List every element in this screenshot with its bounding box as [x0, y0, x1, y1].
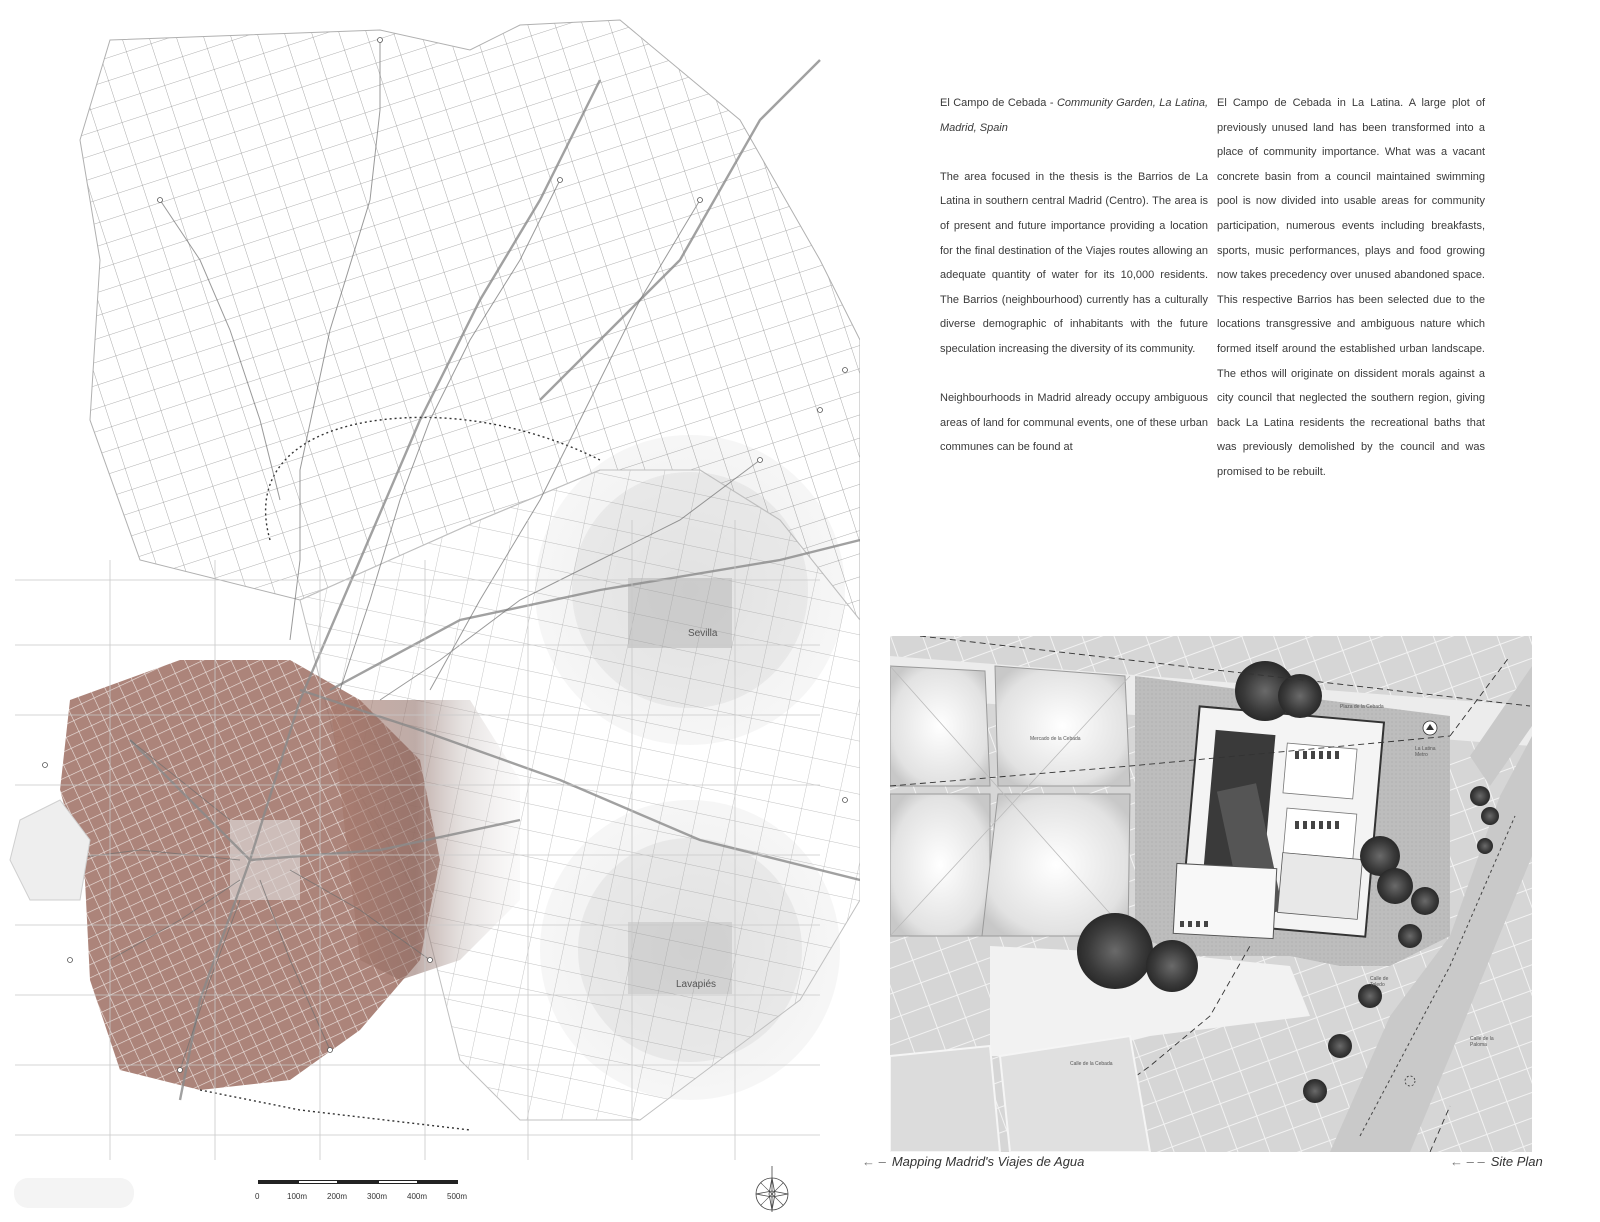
scale-tick: 500m — [447, 1192, 468, 1201]
scale-bar — [255, 1180, 478, 1210]
paragraph-2: Neighbourhoods in Madrid already occupy ambiguous areas of land for communal events, one of these urban communes can be found at — [940, 392, 1208, 454]
scale-tick: 200m — [327, 1192, 348, 1201]
faded-label-box — [14, 1178, 134, 1208]
plan-label-toledo: Calle de Toledo — [1370, 976, 1389, 988]
scale-tick: 400m — [407, 1192, 428, 1201]
site-plan-drawing — [890, 636, 1532, 1152]
scale-tick: 0 — [255, 1192, 260, 1201]
caption-mapping-text: Mapping Madrid's Viajes de Agua — [891, 1154, 1085, 1169]
caption-mapping — [862, 1154, 1084, 1169]
plan-label-plaza: Plaza de la Cebada — [1340, 704, 1384, 710]
map-label-sevilla: Sevilla — [688, 628, 718, 639]
plan-label-calle-cebada: Calle de la Cebada — [1070, 1061, 1113, 1067]
text-title — [940, 91, 1208, 140]
left-arrow-icon: ← – – — [1450, 1154, 1485, 1169]
title-italic: Community Garden, La Latina, Madrid, Spain — [940, 97, 1208, 134]
paragraph-3: El Campo de Cebada in La Latina. A large plot of previously unused land has been transformed into a place of community importance. What was a vacant concrete basin from a council maintained swimming pool is now divided into usable areas for community participation, numerous events including breakfasts, sports, music performances, plays and food growing now takes precedency over unused abandoned space. This respective Barrios has been selected due to the locations transgressive and ambiguous nature which formed itself around the established urban landscape. The ethos will originate on dissident morals against a city council that neglected the southern region, giving back La Latina residents the recreational baths that was previously demolished by the council and was promised to be rebuilt. — [1217, 97, 1485, 478]
scale-tick: 300m — [367, 1192, 388, 1201]
title-plain: El Campo de Cebada - — [940, 97, 1057, 109]
plan-label-metro: La Latina Metro — [1415, 746, 1436, 758]
map-label-lavapies: Lavapiés — [676, 979, 717, 990]
text-column-right — [1217, 91, 1485, 485]
north-arrow-icon — [754, 1166, 790, 1212]
caption-site-plan — [1450, 1154, 1543, 1169]
scale-tick: 100m — [287, 1192, 308, 1201]
paragraph-1: The area focused in the thesis is the Barrios de La Latina in southern central Madrid (Centro). The area is of present and future importance providing a location for the final destination of the Viajes routes allowing an adequate quantity of water for its 10,000 residents. The Barrios (neighbourhood) currently has a culturally diverse demographic of inhabitants with the future speculation increasing the diversity of its community. — [940, 170, 1208, 355]
site-plan — [890, 636, 1532, 1152]
caption-site-plan-text: Site Plan — [1490, 1154, 1543, 1169]
plan-label-paloma: Calle de la Paloma — [1470, 1036, 1494, 1048]
plan-label-mercado: Mercado de la Cebada — [1030, 736, 1081, 742]
text-column-left — [940, 91, 1208, 460]
left-arrow-icon: ← – — [862, 1154, 886, 1169]
